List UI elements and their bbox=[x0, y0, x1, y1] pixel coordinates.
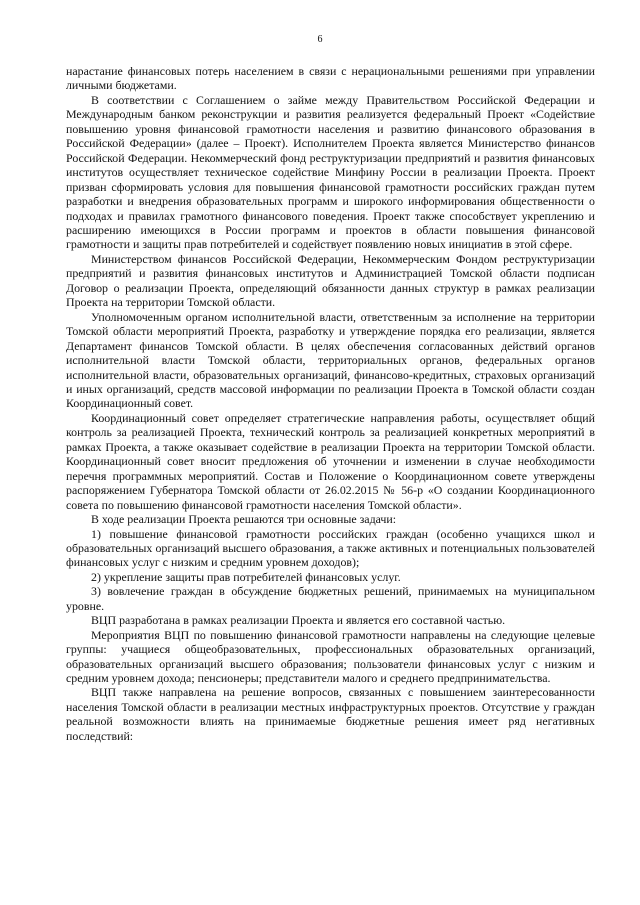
paragraph: ВЦП разработана в рамках реализации Проекта и является его составной частью. bbox=[91, 613, 506, 628]
document-body bbox=[66, 64, 595, 743]
paragraph: В соответствии с Соглашением о займе между Правительством Российской Федерации и Международным банком реконструкции и развития реализуется федеральный Проект «Содействие повышению уровня финансовой грамотности населения и развитию финансового образования в Российской Федерации» (далее – Проект). Исполнителем Проекта является Министерство финансов Российской Федерации. Некоммерческий фонд реструктуризации предприятий и развития финансовых институтов осуществляет техническое содействие Минфину России в реализации Проекта. Проект призван сформировать условия для повышения финансовой грамотности российских граждан путем разработки и внедрения образовательных программ и широкого информирования общественности о подходах и правилах грамотного финансового поведения. Проект также способствует укреплению и расширению имеющихся в России программ и проектов в области повышения финансовой грамотности и защиты прав потребителей и содействует появлению новых инициатив в этой сфере. bbox=[66, 92, 595, 252]
paragraph: Мероприятия ВЦП по повышению финансовой грамотности направлены на следующие целевые группы: учащиеся общеобразовательных, профессиональных образовательных организаций, образовательных организаций высшего образования; пользователи финансовых услуг с низким и средним уровнем дохода; пенсионеры; представители малого и среднего предпринимательства. bbox=[66, 627, 595, 686]
paragraph: 2) укрепление защиты прав потребителей финансовых услуг. bbox=[91, 569, 401, 584]
paragraph: ВЦП также направлена на решение вопросов, связанных с повышением заинтересованности населения Томской области в реализации местных инфраструктурных проектов. Отсутствие у граждан реальной возможности влиять на принимаемые бюджетные решения имеет ряд негативных последствий: bbox=[66, 685, 595, 743]
paragraph: В ходе реализации Проекта решаются три основные задачи: bbox=[91, 512, 397, 527]
page-number: 6 bbox=[317, 34, 323, 45]
paragraph: 1) повышение финансовой грамотности российских граждан (особенно учащихся школ и образовательных организаций высшего образования, а также активных и потенциальных пользователей финансовых услуг с низким и средним уровнем доходов); bbox=[66, 526, 595, 570]
paragraph: Координационный совет определяет стратегические направления работы, осуществляет общий контроль за реализацией Проекта, технический контроль за реализацией конкретных мероприятий в рамках Проекта, а также оказывает содействие в реализации Проекта на территории Томской области. Координационный совет вносит предложения об уточнении и изменении в случае необходимости перечня программных мероприятий. Состав и Положение о Координационном совете утверждены распоряжением Губернатора Томской области от 26.02.2015 № 56-р «О создании Координационного совета по повышению финансовой грамотности населения Томской области». bbox=[66, 410, 595, 512]
paragraph: Уполномоченным органом исполнительной власти, ответственным за исполнение на территории Томской области мероприятий Проекта, разработку и утверждение порядка его реализации, является Департамент финансов Томской области. В целях обеспечения согласованных действий органов исполнительной власти Томской области, территориальных органов, федеральных органов исполнительной власти, образовательных организаций, финансово-кредитных, страховых организаций и иных организаций, средств массовой информации по реализации Проекта в Томской области создан Координационный совет. bbox=[66, 309, 595, 411]
paragraph: нарастание финансовых потерь населением в связи с нерациональными решениями при управлении личными бюджетами. bbox=[66, 64, 595, 93]
paragraph: 3) вовлечение граждан в обсуждение бюджетных решений, принимаемых на муниципальном уровне. bbox=[66, 584, 595, 613]
paragraph: Министерством финансов Российской Федерации, Некоммерческим Фондом реструктуризации предприятий и развития финансовых институтов и Администрацией Томской области подписан Договор о реализации Проекта, определяющий обязанности данных структур в рамках реализации Проекта на территории Томской области. bbox=[66, 251, 595, 310]
